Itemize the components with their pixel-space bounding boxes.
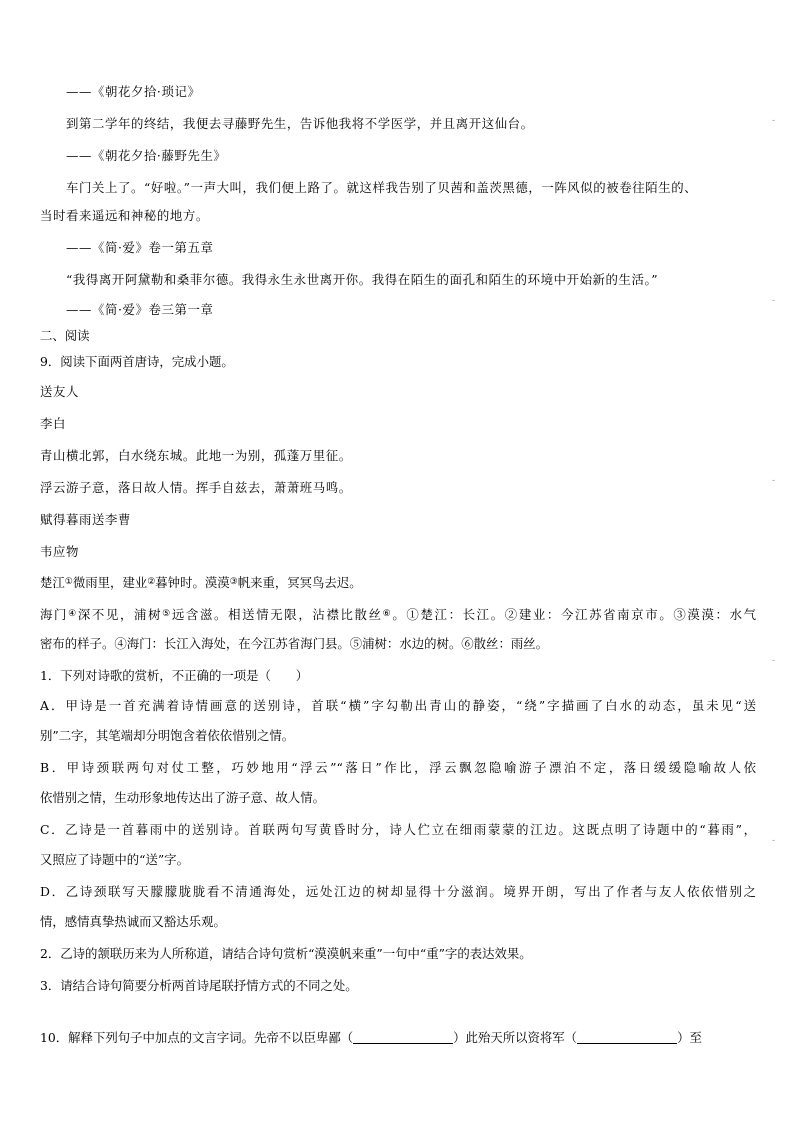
answer-blank[interactable] xyxy=(577,1031,677,1044)
poem-line: 浮云游子意，落日故人情。挥手自兹去，萧萧班马鸣。 xyxy=(40,480,352,495)
section-heading: 二、阅读 xyxy=(40,328,90,343)
sub-question-1: 1．下列对诗歌的赏析，不正确的一项是（ ） xyxy=(40,668,309,683)
option-a: A．甲诗是一首充满着诗情画意的送别诗，首联“横”字勾勒出青山的静姿，“绕”字描画了白水的动态，虽未见“送 xyxy=(40,698,756,713)
option-b-cont: 依惜别之情，生动形象地传达出了游子意、故人情。 xyxy=(40,790,325,805)
quote-source: ——《朝花夕拾·藤野先生》 xyxy=(66,148,227,163)
footnote-marker: ④ xyxy=(68,609,78,619)
quote-source: ——《简·爱》卷三第一章 xyxy=(66,302,214,317)
option-a-cont: 别”二字，其笔端却分明饱含着依依惜别之情。 xyxy=(40,728,295,743)
edge-dash: - xyxy=(772,656,776,666)
poem-author: 李白 xyxy=(40,416,66,431)
edge-dash: - xyxy=(772,476,776,486)
option-d-cont: 情，感情真挚热诚而又豁达乐观。 xyxy=(40,914,226,929)
poem-title: 赋得暮雨送李曹 xyxy=(40,512,131,527)
footnote-marker: ② xyxy=(147,577,156,587)
option-d: D．乙诗颈联写天朦朦胧胧看不清通海处，远处江边的树却显得十分滋润。境界开朗，写出了作者与友人依依惜别之 xyxy=(40,884,756,899)
option-c-cont: 又照应了诗题中的“送”字。 xyxy=(40,852,189,867)
quote-text: “我得离开阿黛勒和桑菲尔德。我得永生永世离开你。我得在陌生的面孔和陌生的环境中开始新的生活。” xyxy=(66,272,659,287)
footnote-marker: ③ xyxy=(229,577,238,587)
quote-text: 车门关上了。“好啦。”一声大叫，我们便上路了。就这样我告别了贝茜和盖茨黑德，一阵风似的被卷往陌生的、 xyxy=(66,180,698,195)
footnote-marker: ① xyxy=(64,577,73,587)
option-c: C．乙诗是一首暮雨中的送别诗。首联两句写黄昏时分，诗人伫立在细雨蒙蒙的江边。这既点明了诗题中的“暮雨”， xyxy=(40,822,756,837)
quote-text: 当时看来遥远和神秘的地方。 xyxy=(40,208,209,223)
footnote-marker: ⑤ xyxy=(162,609,172,619)
poem-line: 楚江①微雨里，建业②暮钟时。漠漠③帆来重，冥冥鸟去迟。 xyxy=(40,575,362,590)
sub-question-2: 2．乙诗的颔联历来为人所称道，请结合诗句赏析“漠漠帆来重”一句中“重”字的表达效果。 xyxy=(40,946,532,961)
sub-question-3: 3．请结合诗句简要分析两首诗尾联抒情方式的不同之处。 xyxy=(40,978,358,993)
poem-line: 青山横北郭，白水绕东城。此地一为别，孤蓬万里征。 xyxy=(40,448,352,463)
answer-blank[interactable] xyxy=(353,1031,453,1044)
quote-source: ——《朝花夕拾·琐记》 xyxy=(66,84,201,99)
footnote-marker: ⑥ xyxy=(382,609,393,619)
question-prompt: 9．阅读下面两首唐诗，完成小题。 xyxy=(40,354,234,369)
option-b: B．甲诗颈联两句对仗工整，巧妙地用“浮云”“落日”作比，浮云飘忽隐喻游子漂泊不定，落日缓缓隐喻故人依 xyxy=(40,760,756,775)
poem-line: 海门④深不见，浦树⑤远含滋。相送情无限，沾襟比散丝⑥。①楚江：长江。②建业：今江苏省南京市。③漠漠：水气 xyxy=(40,607,757,622)
edge-dash: - xyxy=(772,836,776,846)
edge-dash: - xyxy=(772,116,776,126)
poem-title: 送友人 xyxy=(40,384,79,399)
poem-author: 韦应物 xyxy=(40,544,79,559)
quote-source: ——《简·爱》卷一第五章 xyxy=(66,240,214,255)
question-10: 10．解释下列句子中加点的文言字词。先帝不以臣卑鄙（ ）此殆天所以资将军（ ）至 xyxy=(40,1030,702,1045)
footnotes: 密布的样子。④海门：长江入海处，在今江苏省海门县。⑤浦树：水边的树。⑥散丝：雨丝。 xyxy=(40,636,549,651)
quote-text: 到第二学年的终结，我便去寻藤野先生，告诉他我将不学医学，并且离开这仙台。 xyxy=(66,116,534,131)
edge-dash: - xyxy=(772,296,776,306)
